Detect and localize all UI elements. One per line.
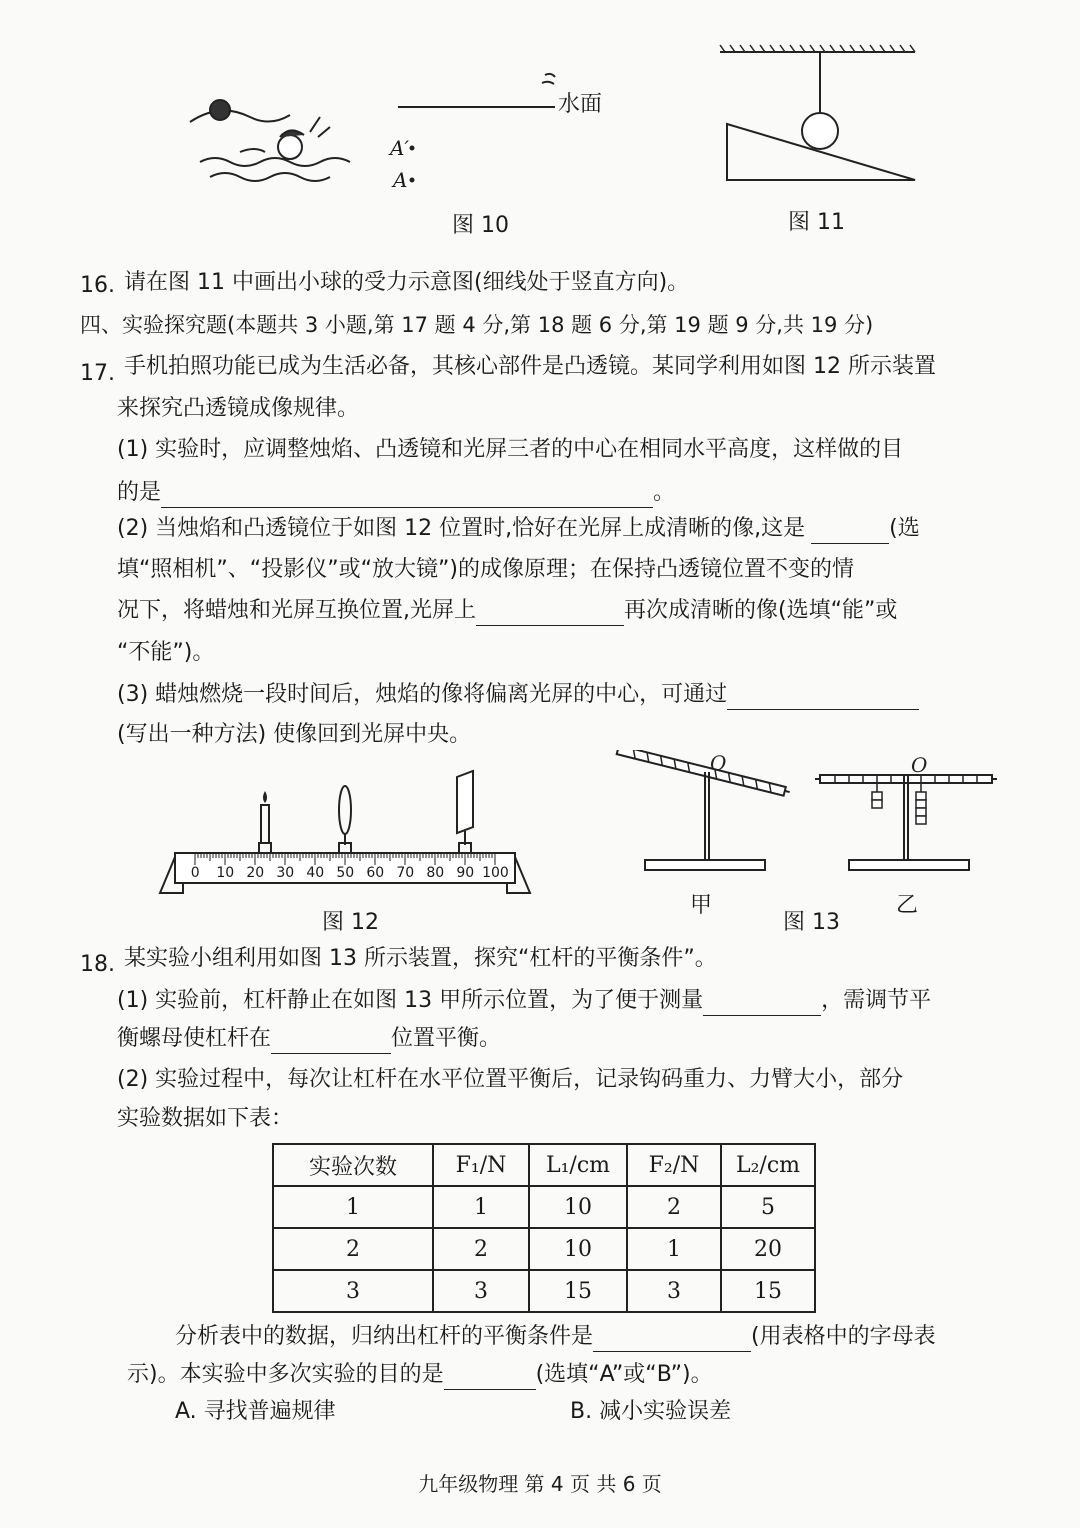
q17-p2-answer-blank-1[interactable] bbox=[811, 521, 889, 544]
figure-13-label-jia: 甲 bbox=[690, 893, 713, 918]
table-cell: 1 bbox=[627, 1228, 721, 1270]
q17-line-1: 手机拍照功能已成为生活必备，其核心部件是凸透镜。某同学利用如图 12 所示装置 bbox=[124, 354, 936, 379]
q17-p2-line-1 bbox=[117, 514, 920, 544]
table-header-cell: F₁/N bbox=[433, 1144, 529, 1186]
q17-p2-answer-blank-2[interactable] bbox=[476, 603, 624, 626]
q18-analysis-line-1 bbox=[175, 1322, 936, 1352]
q17-p2-text-a: (2) 当烛焰和凸透镜位于如图 12 位置时,恰好在光屏上成清晰的像,这是 bbox=[117, 516, 806, 541]
figure-12-caption: 图 12 bbox=[322, 910, 379, 935]
q16-number: 16. bbox=[80, 273, 115, 298]
q17-p1-line-1: (1) 实验时，应调整烛焰、凸透镜和光屏三者的中心在相同水平高度，这样做的目 bbox=[117, 437, 904, 462]
table-header-cell: L₁/cm bbox=[529, 1144, 627, 1186]
page-footer: 九年级物理 第 4 页 共 6 页 bbox=[418, 1472, 662, 1496]
q18-p1-text-c: 衡螺母使杠杆在 bbox=[117, 1026, 272, 1051]
table-cell: 1 bbox=[433, 1186, 529, 1228]
figure-13-yi-balanced-lever bbox=[815, 750, 1000, 880]
table-cell: 15 bbox=[529, 1270, 627, 1312]
table-cell: 20 bbox=[721, 1228, 815, 1270]
water-surface-label: 水面 bbox=[558, 92, 603, 117]
q16-text: 请在图 11 中画出小球的受力示意图(细线处于竖直方向)。 bbox=[124, 270, 690, 295]
table-header-cell: L₂/cm bbox=[721, 1144, 815, 1186]
q17-p2-text-b: (选 bbox=[889, 516, 920, 541]
table-header-cell: F₂/N bbox=[627, 1144, 721, 1186]
figure-10-caption: 图 10 bbox=[452, 213, 509, 238]
q18-analysis-answer-blank-2[interactable] bbox=[444, 1367, 536, 1390]
bench-tick-label: 60 bbox=[366, 865, 385, 881]
fig13-yi-pivot-label: O bbox=[911, 753, 928, 777]
q17-p2-line-2: 填“照相机”、“投影仪”或“放大镜”)的成像原理；在保持凸透镜位置不变的情 bbox=[117, 557, 854, 582]
point-a-prime-dot bbox=[410, 146, 415, 151]
table-cell: 2 bbox=[433, 1228, 529, 1270]
figure-13-jia-tilted-lever bbox=[610, 750, 795, 880]
section-4-title: 四、实验探究题(本题共 3 小题,第 17 题 4 分,第 18 题 6 分,第 19 题 9 分,共 19 分) bbox=[80, 313, 874, 337]
q17-p3-line-1 bbox=[117, 680, 919, 710]
q18-analysis-text-a: 分析表中的数据，归纳出杠杆的平衡条件是 bbox=[175, 1324, 594, 1349]
q17-p3-text-a: (3) 蜡烛燃烧一段时间后，烛焰的像将偏离光屏的中心，可通过 bbox=[117, 682, 728, 707]
q17-p3-answer-blank[interactable] bbox=[727, 687, 919, 710]
bench-tick-label: 10 bbox=[216, 865, 235, 881]
q18-p1-line-1 bbox=[117, 986, 931, 1016]
q18-p1-line-2 bbox=[117, 1024, 501, 1054]
figure-11-diagram bbox=[715, 40, 925, 190]
q17-p1-line-2 bbox=[117, 478, 675, 508]
q18-p2-line-1: (2) 实验过程中，每次让杠杆在水平位置平衡后，记录钩码重力、力臂大小，部分 bbox=[117, 1067, 904, 1092]
left-hook-weights bbox=[872, 783, 882, 808]
q17-p1-answer-blank[interactable] bbox=[161, 485, 653, 508]
table-header-row bbox=[273, 1144, 815, 1186]
table-cell: 5 bbox=[721, 1186, 815, 1228]
q17-p1-suffix: 。 bbox=[653, 480, 676, 505]
fig13-jia-pivot-label: O bbox=[710, 751, 727, 775]
light-screen bbox=[457, 771, 473, 853]
bench-tick-label: 40 bbox=[306, 865, 325, 881]
q18-p2-line-2: 实验数据如下表： bbox=[117, 1106, 294, 1131]
q18-analysis-text-c: 示)。本实验中多次实验的目的是 bbox=[127, 1362, 444, 1387]
bench-tick-label: 80 bbox=[426, 865, 445, 881]
q17-number: 17. bbox=[80, 361, 115, 386]
q17-p2-text-c: 况下，将蜡烛和光屏互换位置,光屏上 bbox=[117, 598, 476, 623]
q18-p1-answer-blank-1[interactable] bbox=[703, 993, 821, 1016]
table-cell: 10 bbox=[529, 1186, 627, 1228]
figure-10-swimmer-illustration bbox=[180, 92, 360, 192]
bench-tick-label: 90 bbox=[456, 865, 475, 881]
table-cell: 3 bbox=[627, 1270, 721, 1312]
q17-line-2: 来探究凸透镜成像规律。 bbox=[117, 396, 360, 421]
q18-analysis-line-2 bbox=[127, 1360, 713, 1390]
q18-p1-text-d: 位置平衡。 bbox=[391, 1026, 502, 1051]
q18-analysis-text-d: (选填“A”或“B”)。 bbox=[535, 1362, 713, 1387]
table-header-cell: 实验次数 bbox=[273, 1144, 433, 1186]
q17-p1-prefix: 的是 bbox=[117, 480, 162, 505]
table-cell: 1 bbox=[273, 1186, 433, 1228]
table-row bbox=[273, 1186, 815, 1228]
table-cell: 10 bbox=[529, 1228, 627, 1270]
q18-analysis-text-b: (用表格中的字母表 bbox=[751, 1324, 936, 1349]
q18-p1-text-a: (1) 实验前，杠杆静止在如图 13 甲所示位置，为了便于测量 bbox=[117, 988, 704, 1013]
option-b: B. 减小实验误差 bbox=[570, 1399, 732, 1424]
q17-p3-line-2: (写出一种方法) 使像回到光屏中央。 bbox=[117, 722, 472, 747]
q18-p1-answer-blank-2[interactable] bbox=[271, 1031, 391, 1054]
q17-p2-line-3 bbox=[117, 596, 897, 626]
table-cell: 3 bbox=[433, 1270, 529, 1312]
candle bbox=[259, 791, 271, 853]
figure-13-caption: 图 13 bbox=[783, 910, 840, 935]
q18-p1-text-b: ，需调节平 bbox=[821, 988, 932, 1013]
bench-tick-label: 0 bbox=[190, 865, 200, 881]
table-cell: 15 bbox=[721, 1270, 815, 1312]
bench-tick-label: 50 bbox=[336, 865, 355, 881]
bench-tick-label: 70 bbox=[396, 865, 415, 881]
right-hook-weights bbox=[916, 783, 926, 824]
lever-data-table bbox=[272, 1143, 816, 1313]
figure-13-label-yi: 乙 bbox=[896, 893, 919, 918]
bench-tick-label: 20 bbox=[246, 865, 265, 881]
point-a-dot bbox=[410, 178, 415, 183]
option-a: A. 寻找普遍规律 bbox=[175, 1399, 336, 1424]
q17-p2-line-4: “不能”)。 bbox=[117, 640, 215, 665]
table-row bbox=[273, 1270, 815, 1312]
table-row bbox=[273, 1228, 815, 1270]
figure-11-caption: 图 11 bbox=[788, 210, 845, 235]
figure-10-water-diagram bbox=[390, 65, 560, 195]
point-a-label: A bbox=[393, 168, 408, 192]
point-a-prime-label: A′ bbox=[390, 136, 409, 160]
bench-tick-label: 100 bbox=[482, 865, 509, 881]
table-cell: 2 bbox=[627, 1186, 721, 1228]
table-cell: 2 bbox=[273, 1228, 433, 1270]
convex-lens bbox=[339, 786, 351, 853]
table-cell: 3 bbox=[273, 1270, 433, 1312]
q18-analysis-answer-blank-1[interactable] bbox=[593, 1329, 751, 1352]
q18-number: 18. bbox=[80, 952, 115, 977]
q18-line-1: 某实验小组利用如图 13 所示装置，探究“杠杆的平衡条件”。 bbox=[124, 946, 717, 971]
bench-tick-label: 30 bbox=[276, 865, 295, 881]
q17-p2-text-d: 再次成清晰的像(选填“能”或 bbox=[624, 598, 898, 623]
